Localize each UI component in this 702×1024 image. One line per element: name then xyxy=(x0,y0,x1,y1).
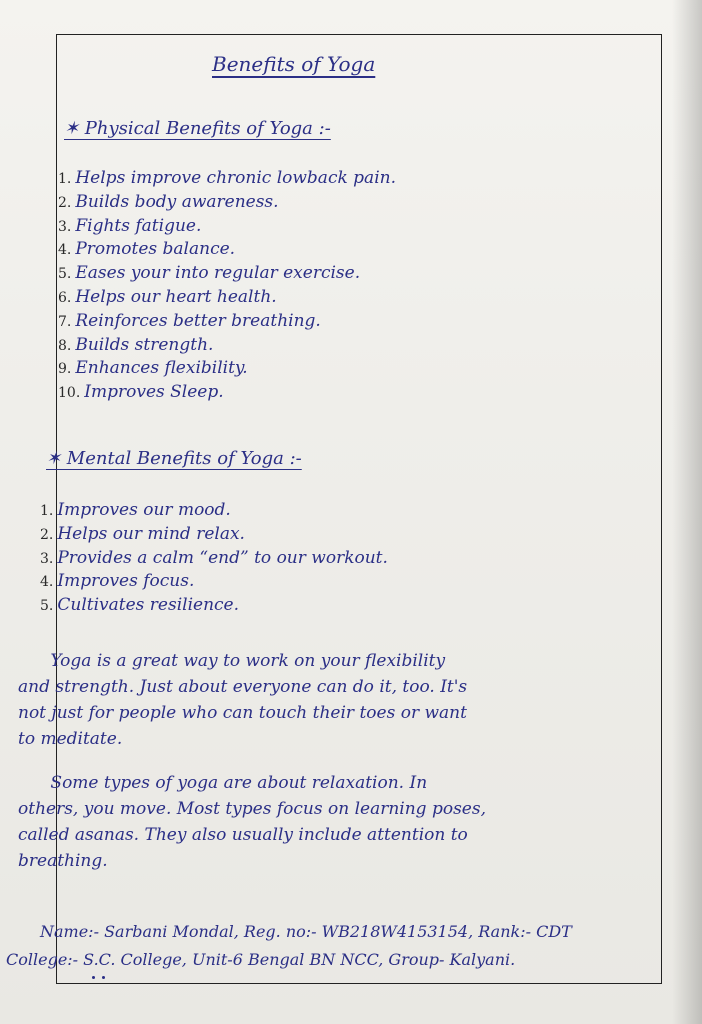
list-item: 5. Cultivates resilience. xyxy=(40,595,239,616)
mental-benefits-list xyxy=(40,500,388,619)
list-item: 8. Builds strength. xyxy=(58,334,214,355)
list-item: 9. Enhances flexibility. xyxy=(58,358,248,379)
physical-benefits-heading: ✶ Physical Benefits of Yoga :- xyxy=(64,118,331,139)
list-item: 1. Helps improve chronic lowback pain. xyxy=(58,168,396,188)
list-item: 5. Eases your into regular exercise. xyxy=(58,263,361,284)
list-item: 1. Improves our mood. xyxy=(40,500,231,520)
list-item: 7. Reinforces better breathing. xyxy=(58,310,321,331)
list-item: 2. Helps our mind relax. xyxy=(40,523,245,544)
mental-benefits-heading: ✶ Mental Benefits of Yoga :- xyxy=(46,448,302,469)
list-item: 6. Helps our heart health. xyxy=(58,286,277,307)
page-edge-shadow xyxy=(672,0,702,1024)
paragraph-line: others, you move. Most types focus on learning poses, xyxy=(18,799,486,819)
list-item: 3. Provides a calm “end” to our workout. xyxy=(40,547,388,568)
signature-college-line: College:- S.C. College, Unit-6 Bengal BN NCC, Group- Kalyani. xyxy=(6,950,516,969)
list-item: 2. Builds body awareness. xyxy=(58,191,279,212)
page-title: Benefits of Yoga xyxy=(212,52,376,76)
physical-benefits-list xyxy=(58,168,396,406)
paragraph-line: and strength. Just about everyone can do it, too. It's xyxy=(18,677,468,697)
list-item: 4. Improves focus. xyxy=(40,571,195,592)
paragraph-line: to meditate. xyxy=(18,729,123,749)
paragraph-line: Yoga is a great way to work on your flexibility xyxy=(18,651,446,671)
ink-dots xyxy=(92,976,110,982)
paragraph-line: not just for people who can touch their toes or want xyxy=(18,703,467,723)
list-item: 4. Promotes balance. xyxy=(58,239,236,260)
paragraph-line: breathing. xyxy=(18,851,108,871)
paragraph-line: called asanas. They also usually include attention to xyxy=(18,825,468,845)
list-item: 3. Fights fatigue. xyxy=(58,215,202,236)
paragraph-line: Some types of yoga are about relaxation. In xyxy=(18,773,428,793)
signature-name-line: Name:- Sarbani Mondal, Reg. no:- WB218W4153154, Rank:- CDT xyxy=(40,922,572,941)
list-item: 10. Improves Sleep. xyxy=(58,382,224,403)
